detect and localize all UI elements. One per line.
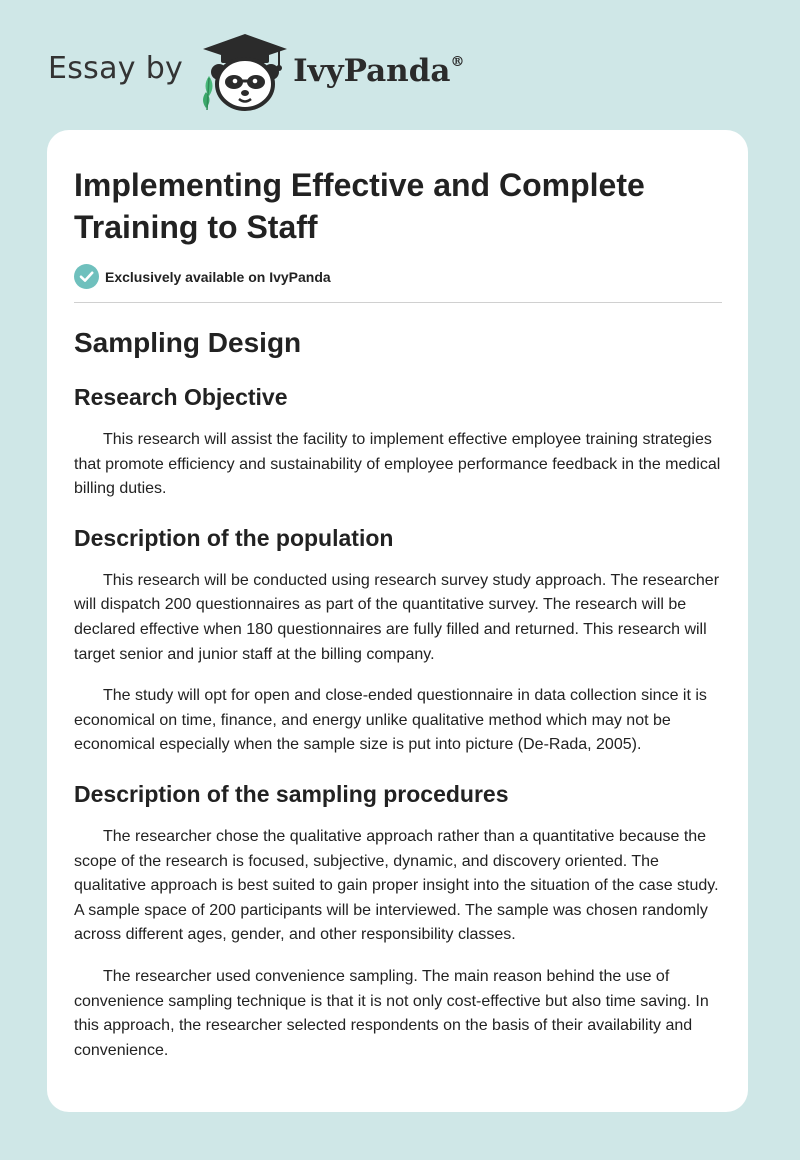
paragraph: This research will be conducted using research survey study approach. The researcher will dispatch 200 questionnaires as part of the quantitative survey. The research will be declared effective when 180 questionnaires are fully filled and returned. This research will target senior and junior staff at the billing company.	[74, 571, 720, 663]
check-circle-icon	[74, 264, 99, 289]
subsection-heading-research-objective: Research Objective	[74, 384, 288, 410]
exclusive-label: Exclusively available on IvyPanda	[105, 268, 331, 285]
panda-graduate-icon[interactable]	[201, 32, 289, 112]
brand-name[interactable]: IvyPanda®	[293, 53, 465, 89]
exclusive-badge	[74, 264, 722, 303]
paragraph: This research will assist the facility to implement effective employee training strategies that promote efficiency and sustainability of employee performance feedback in the medical billing duties.	[74, 431, 721, 498]
subsection-heading-sampling-procedures: Description of the sampling procedures	[74, 780, 509, 807]
essay-card	[47, 130, 748, 1112]
registered-mark: ®	[450, 53, 465, 70]
subsection-heading-population: Description of the population	[74, 524, 394, 551]
essay-by-label: Essay by	[48, 50, 184, 86]
paragraph: The researcher chose the qualitative approach rather than a quantitative because the scope of the research is focused, subjective, dynamic, and discovery oriented. The qualitative approach is best suited to gain proper insight into the situation of the case study. A sample space of 200 participants will be interviewed. The sample was chosen randomly across different ages, gender, and other responsibility classes.	[74, 827, 719, 944]
site-header	[48, 32, 465, 112]
paragraph: The researcher used convenience sampling. The main reason behind the use of convenience sampling technique is that it is not only cost-effective but also time saving. In this approach, the researcher selected respondents on the basis of their availability and convenience.	[74, 967, 709, 1059]
essay-title: Implementing Effective and Complete Training to Staff	[74, 167, 645, 245]
section-heading: Sampling Design	[74, 327, 302, 358]
paragraph: The study will opt for open and close-ended questionnaire in data collection since it is economical on time, finance, and energy unlike qualitative method which may not be economical especially when the sample size is put into picture (De-Rada, 2005).	[74, 687, 707, 754]
